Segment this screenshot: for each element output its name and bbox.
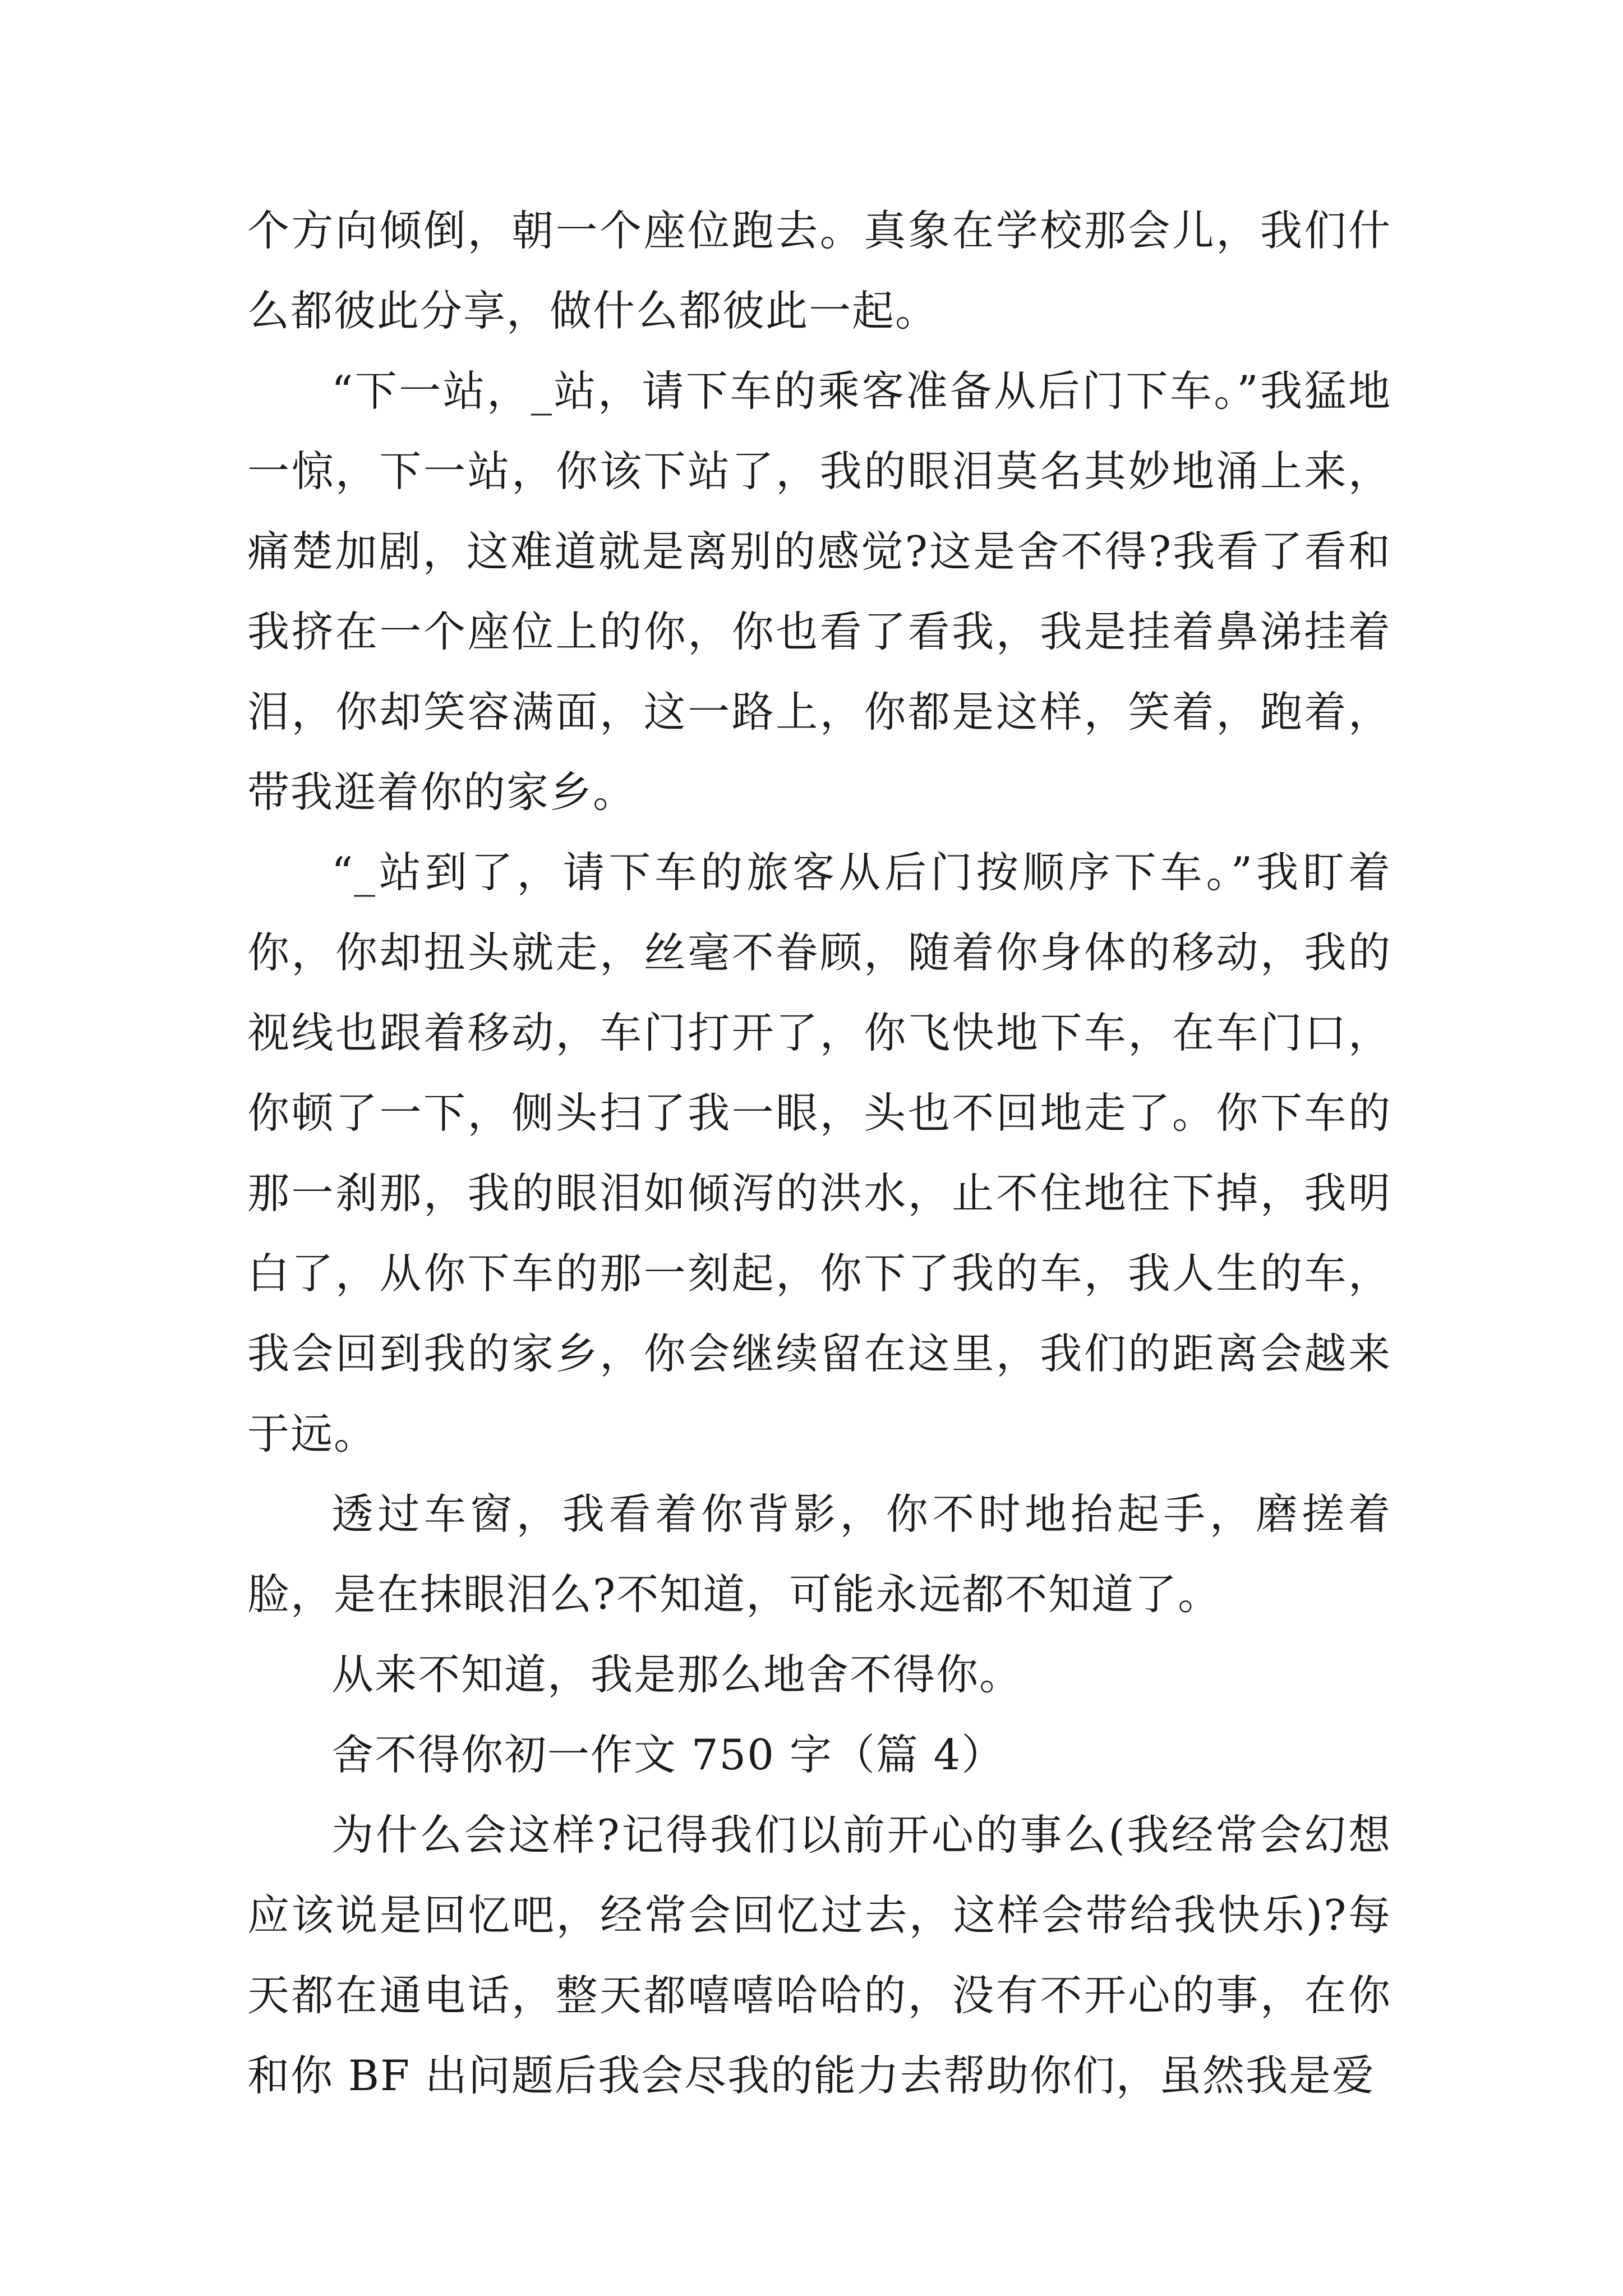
- paragraph-station-arrived: “_站到了，请下车的旅客从后门按顺序下车。”我盯着你，你却扭头就走，丝毫不眷顾，随着你身体的移动，我的视线也跟着移动，车门打开了，你飞快地下车，在车门口，你顿了一下，侧头扫了我一眼，头也不回地走了。你下车的那一刹那，我的眼泪如倾泻的洪水，止不住地往下掉，我明白了，从你下车的那一刻起，你下了我的车，我人生的车，我会回到我的家乡，你会继续留在这里，我们的距离会越来于远。: [247, 848, 1391, 1458]
- paragraph-continued: 个方向倾倒，朝一个座位跑去。真象在学校那会儿，我们什么都彼此分享，做什么都彼此一起。: [247, 206, 1391, 335]
- paragraph-never-knew: 从来不知道，我是那么地舍不得你。: [331, 1650, 1023, 1699]
- paragraph-why: 为什么会这样?记得我们以前开心的事么(我经常会幻想应该说是回忆吧，经常会回忆过去，这样会带给我快乐)?每天都在通电话，整天都嘻嘻哈哈的，没有不开心的事，在你和你 BF 出问题后我会尽我的能力去帮助你们，虽然我是爱: [247, 1810, 1391, 2100]
- paragraph-window: 透过车窗，我看着你背影，你不时地抬起手，磨搓着脸，是在抹眼泪么?不知道，可能永远都不知道了。: [247, 1489, 1391, 1619]
- section-heading: 舍不得你初一作文 750 字（篇 4）: [331, 1730, 1005, 1779]
- paragraph-next-stop: “下一站，_站，请下车的乘客准备从后门下车。”我猛地一惊，下一站，你该下站了，我的眼泪莫名其妙地涌上来，痛楚加剧，这难道就是离别的感觉?这是舍不得?我看了看和我挤在一个座位上的你，你也看了看我，我是挂着鼻涕挂着泪，你却笑容满面，这一路上，你都是这样，笑着，跑着，带我逛着你的家乡。: [247, 366, 1391, 817]
- document-body: [247, 191, 1391, 2116]
